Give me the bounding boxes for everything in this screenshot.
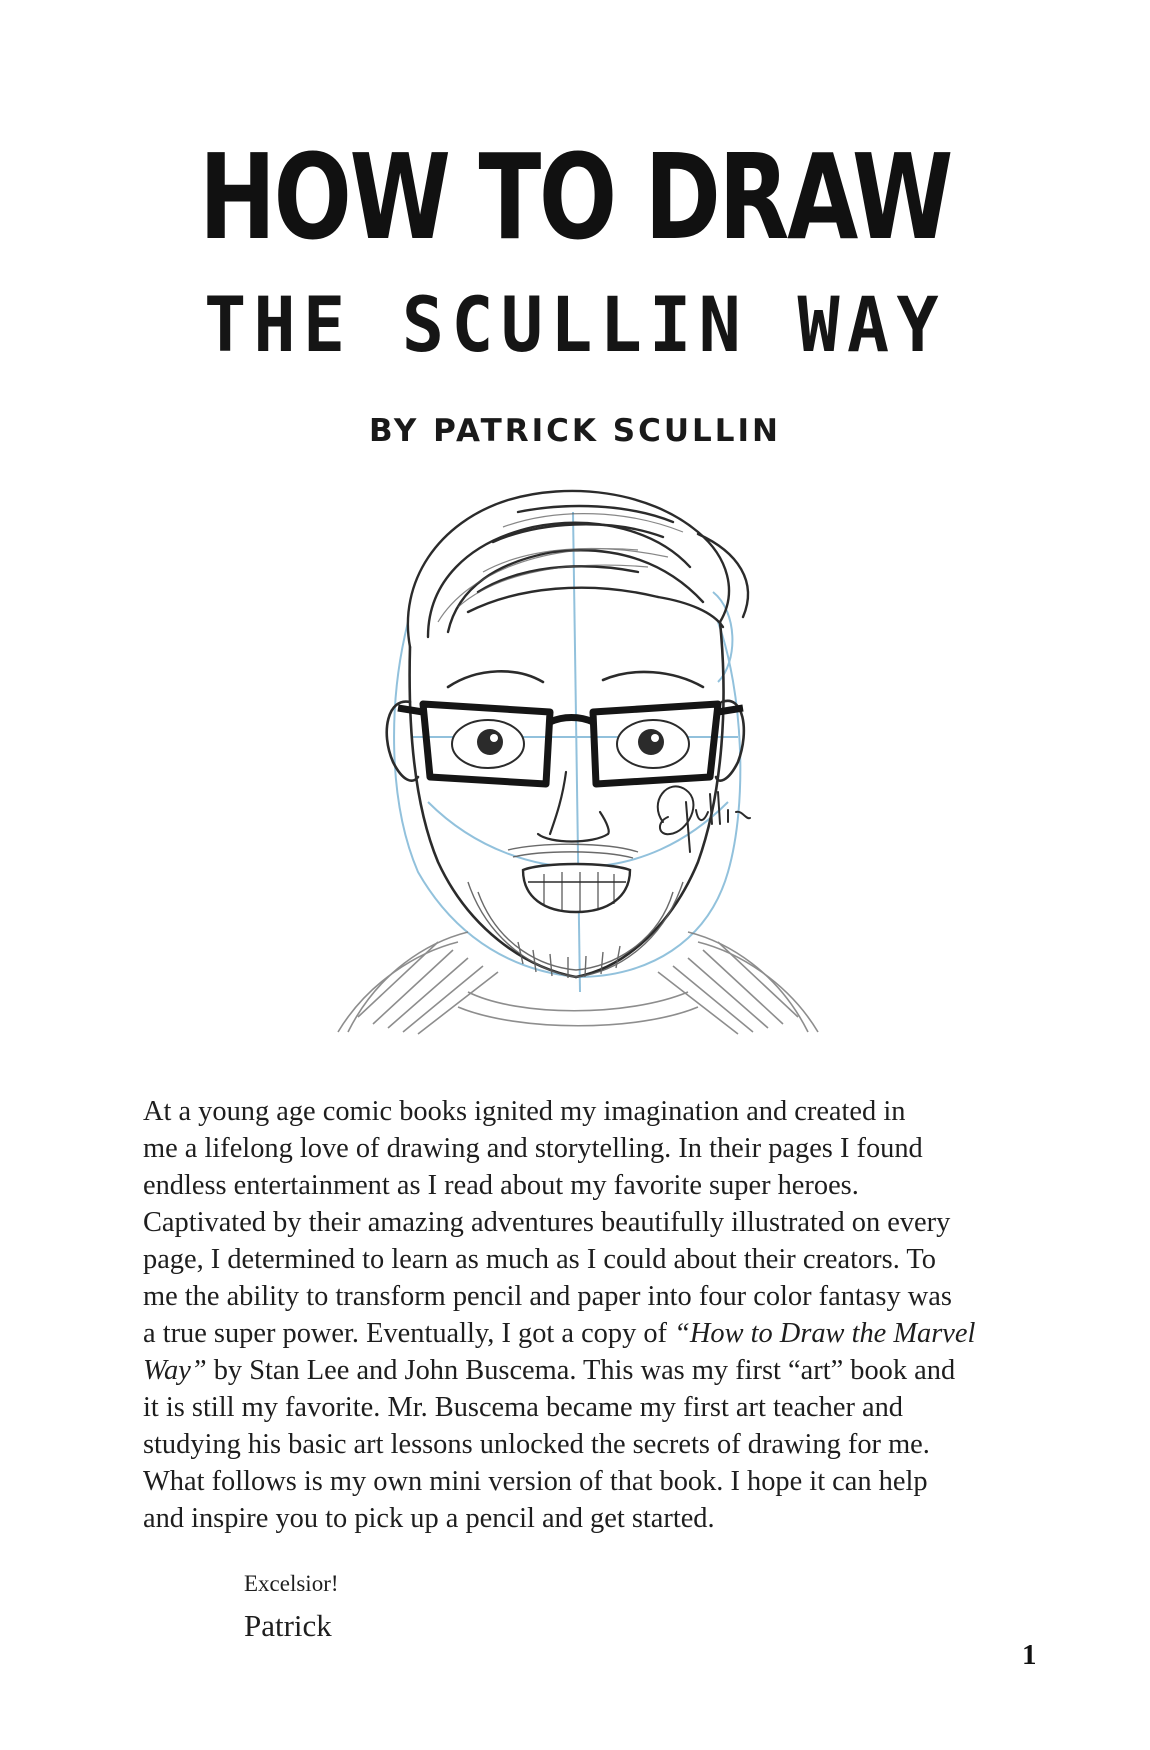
paragraph-line: and inspire you to pick up a pencil and get started.: [143, 1503, 715, 1534]
paragraph-line: me a lifelong love of drawing and storytelling. In their pages I found: [143, 1133, 923, 1164]
paragraph-line: What follows is my own mini version of that book. I hope it can help: [143, 1466, 928, 1497]
paragraph-line: [143, 1315, 1043, 1352]
author-byline: BY PATRICK SCULLIN: [369, 413, 781, 449]
line-text: a true super power. Eventually, I got a copy of: [143, 1318, 675, 1349]
introduction-paragraph: [143, 1093, 1043, 1537]
paragraph-line: At a young age comic books ignited my imagination and created in: [143, 1096, 906, 1127]
book-title-italic: Way”: [143, 1355, 207, 1386]
paragraph-line: Captivated by their amazing adventures beautifully illustrated on every: [143, 1207, 951, 1238]
page-subtitle: THE SCULLIN WAY: [204, 280, 946, 369]
paragraph-line: page, I determined to learn as much as I could about their creators. To: [143, 1244, 936, 1275]
page-number: 1: [1022, 1639, 1037, 1671]
paragraph-line: [143, 1352, 1043, 1389]
paragraph-line: studying his basic art lessons unlocked the secrets of drawing for me.: [143, 1429, 930, 1460]
author-signoff: Patrick: [244, 1608, 332, 1643]
paragraph-line: it is still my favorite. Mr. Buscema became my first art teacher and: [143, 1392, 904, 1423]
paragraph-line: me the ability to transform pencil and paper into four color fantasy was: [143, 1281, 952, 1312]
line-text: by Stan Lee and John Buscema. This was my first “art” book and: [206, 1355, 956, 1386]
author-portrait-illustration: [318, 472, 838, 1038]
paragraph-line: endless entertainment as I read about my favorite super heroes.: [143, 1170, 859, 1201]
page-title: HOW TO DRAW: [198, 128, 952, 266]
book-title-italic: “How to Draw the Marvel: [674, 1318, 976, 1349]
closing-salutation: Excelsior!: [244, 1571, 339, 1596]
